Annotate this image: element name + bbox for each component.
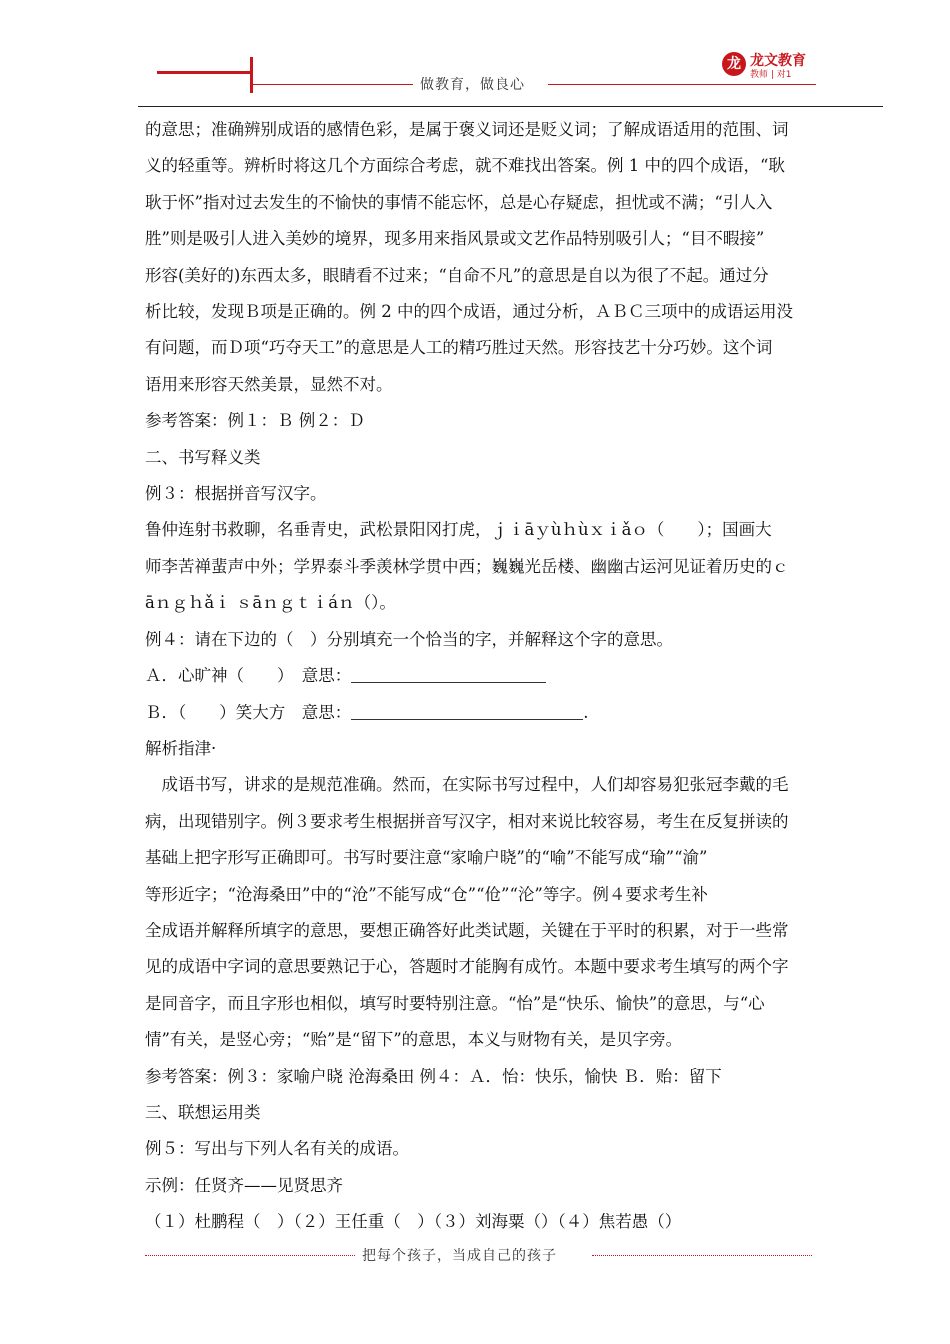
example-sample: 示例：任贤齐——见贤思齐 (145, 1175, 343, 1195)
option-b (145, 695, 885, 731)
text-line: 有问题，而Ｄ项“巧夺天工”的意思是人工的精巧胜过天然。形容技艺十分巧妙。这个词 (145, 338, 773, 358)
logo-seal-icon: 龙 (722, 52, 746, 76)
text-line: 析比较，发现Ｂ项是正确的。例 2 中的四个成语，通过分析，ＡＢＣ三项中的成语运用没 (145, 302, 793, 322)
option-b-label: Ｂ．（ ）笑大方 意思： (145, 702, 352, 722)
footer-dotted-left (145, 1255, 355, 1256)
header-accent-tick (250, 57, 253, 93)
section-heading: 三、联想运用类 (145, 1102, 261, 1122)
logo-subtitle: 教师 | 对1 (750, 70, 792, 80)
header-accent-bar (157, 71, 250, 74)
section-heading: 二、书写释义类 (145, 447, 261, 467)
text-line: āｎｇｈǎｉ ｓāｎｇｔｉáｎ（）。 (145, 593, 396, 613)
option-a-label: Ａ．心旷神（ ） 意思： (145, 666, 352, 686)
example-prompt: 例５：写出与下列人名有关的成语。 (145, 1139, 409, 1159)
example-prompt: 例４：请在下边的（ ）分别填充一个恰当的字，并解释这个字的意思。 (145, 629, 673, 649)
option-b-end: . (583, 702, 589, 722)
text-line: 鲁仲连射书救聊，名垂青史，武松景阳冈打虎，ｊｉāｙùｈùｘｉǎｏ（ ）；国画大 (145, 520, 772, 540)
header-line-left (253, 84, 413, 85)
text-line: 基础上把字形写正确即可。书写时要注意“家喻户晓”的“喻”不能写成“瑜”“渝” (145, 848, 708, 868)
text-line: 语用来形容天然美景，显然不对。 (145, 374, 393, 394)
text-line: 等形近字；“沧海桑田”中的“沧”不能写成“仓”“伧”“沦”等字。例４要求考生补 (145, 884, 708, 904)
text-line: 胜”则是吸引人进入美妙的境界，现多用来指风景或文艺作品特别吸引人；“目不暇接” (145, 229, 765, 249)
text-line: 见的成语中字词的意思要熟记于心，答题时才能胸有成竹。本题中要求考生填写的两个字 (145, 957, 789, 977)
analysis-heading: 解析指津· (145, 738, 217, 758)
answer-blank-a[interactable] (351, 666, 546, 683)
brand-logo (722, 50, 822, 80)
logo-name: 龙文教育 (750, 53, 806, 69)
text-line: 病，出现错别字。例３要求考生根据拼音写汉字，相对来说比较容易，考生在反复拼读的 (145, 811, 789, 831)
answer-blank-b[interactable] (351, 703, 583, 720)
header-rule (138, 106, 883, 107)
text-line: 义的轻重等。辨析时将这几个方面综合考虑，就不难找出答案。例 1 中的四个成语，“耿 (145, 156, 785, 176)
text-line: 耿于怀”指对过去发生的不愉快的事情不能忘怀，总是心存疑虑，担忧或不满；“引人入 (145, 192, 773, 212)
text-line: 形容(美好的)东西太多，眼睛看不过来；“自命不凡”的意思是自以为很了不起。通过分 (145, 265, 769, 285)
answer-line: 参考答案：例３：家喻户晓 沧海桑田 例４：Ａ．怡：快乐，愉快 Ｂ．贻：留下 (145, 1066, 722, 1086)
header-slogan: 做教育，做良心 (420, 77, 525, 93)
text-line: 是同音字，而且字形也相似，填写时要特别注意。“怡”是“快乐、愉快”的意思，与“心 (145, 993, 765, 1013)
footer-dotted-right (592, 1255, 812, 1256)
question-items: （１）杜鹏程（ ）（２）王任重（ ）（３）刘海粟（）（４）焦若愚（） (145, 1212, 682, 1232)
answer-line: 参考答案：例１：Ｂ 例２：Ｄ (145, 411, 365, 431)
header-line-right (548, 84, 816, 85)
footer-slogan: 把每个孩子，当成自己的孩子 (362, 1248, 557, 1264)
page-footer (0, 1235, 950, 1275)
example-prompt: 例３：根据拼音写汉字。 (145, 484, 327, 504)
text-line: 师李苦禅蜚声中外；学界泰斗季羡林学贯中西；巍巍光岳楼、幽幽古运河见证着历史的ｃ (145, 556, 789, 576)
option-a (145, 658, 885, 694)
text-line: 情”有关，是竖心旁；“贻”是“留下”的意思，本义与财物有关，是贝字旁。 (145, 1030, 683, 1050)
text-line: 成语书写，讲求的是规范准确。然而，在实际书写过程中，人们却容易犯张冠李戴的毛 (145, 775, 789, 795)
text-line: 的意思；准确辨别成语的感情色彩，是属于褒义词还是贬义词；了解成语适用的范围、词 (145, 120, 789, 139)
text-line: 全成语并解释所填字的意思，要想正确答好此类试题，关键在于平时的积累，对于一些常 (145, 920, 789, 940)
page-header (0, 0, 950, 110)
document-body (145, 112, 885, 1241)
